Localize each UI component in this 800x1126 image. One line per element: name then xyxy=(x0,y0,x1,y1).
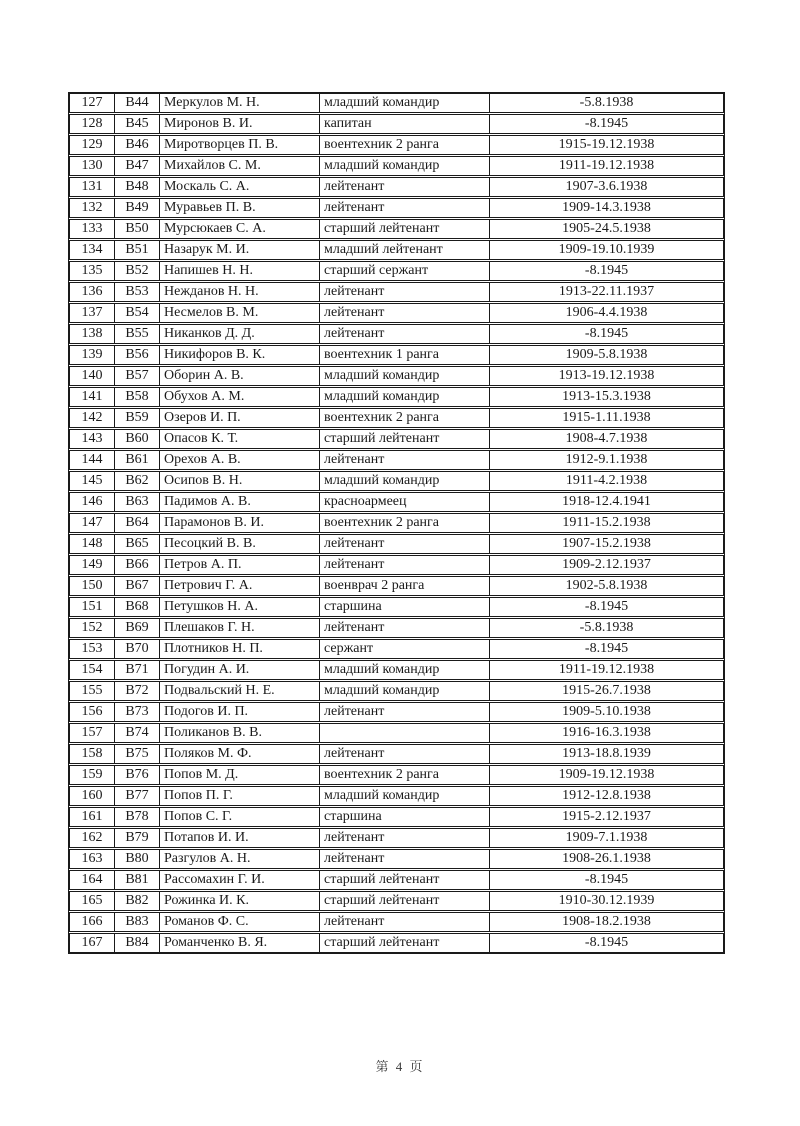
cell-code: B53 xyxy=(115,282,160,302)
cell-no: 154 xyxy=(69,660,115,680)
cell-rank: военврач 2 ранга xyxy=(320,576,490,596)
table-row xyxy=(69,702,724,722)
cell-code: B70 xyxy=(115,639,160,659)
cell-name: Попов М. Д. xyxy=(160,765,320,785)
cell-no: 128 xyxy=(69,114,115,134)
cell-no: 145 xyxy=(69,471,115,491)
table-row xyxy=(69,450,724,470)
cell-no: 164 xyxy=(69,870,115,890)
cell-dates: 1909-19.10.1939 xyxy=(490,240,724,260)
cell-code: B60 xyxy=(115,429,160,449)
cell-code: B71 xyxy=(115,660,160,680)
cell-dates: 1915-2.12.1937 xyxy=(490,807,724,827)
cell-rank: старшина xyxy=(320,597,490,617)
cell-rank: лейтенант xyxy=(320,534,490,554)
cell-no: 130 xyxy=(69,156,115,176)
cell-code: B58 xyxy=(115,387,160,407)
cell-no: 166 xyxy=(69,912,115,932)
cell-name: Романченко В. Я. xyxy=(160,933,320,953)
cell-no: 135 xyxy=(69,261,115,281)
cell-no: 138 xyxy=(69,324,115,344)
cell-dates: -8.1945 xyxy=(490,639,724,659)
cell-rank: старший лейтенант xyxy=(320,219,490,239)
cell-rank: лейтенант xyxy=(320,618,490,638)
cell-no: 127 xyxy=(69,93,115,113)
table-row xyxy=(69,765,724,785)
table-row xyxy=(69,198,724,218)
cell-no: 160 xyxy=(69,786,115,806)
cell-no: 167 xyxy=(69,933,115,953)
cell-rank: капитан xyxy=(320,114,490,134)
cell-dates: 1902-5.8.1938 xyxy=(490,576,724,596)
cell-name: Романов Ф. С. xyxy=(160,912,320,932)
cell-name: Парамонов В. И. xyxy=(160,513,320,533)
cell-code: B50 xyxy=(115,219,160,239)
cell-name: Никифоров В. К. xyxy=(160,345,320,365)
table-row xyxy=(69,660,724,680)
cell-no: 147 xyxy=(69,513,115,533)
cell-code: B47 xyxy=(115,156,160,176)
cell-rank: младший командир xyxy=(320,156,490,176)
cell-dates: -8.1945 xyxy=(490,324,724,344)
cell-rank: лейтенант xyxy=(320,828,490,848)
cell-no: 143 xyxy=(69,429,115,449)
cell-rank: воентехник 2 ранга xyxy=(320,513,490,533)
cell-code: B80 xyxy=(115,849,160,869)
table-row xyxy=(69,135,724,155)
cell-no: 158 xyxy=(69,744,115,764)
cell-rank: младший командир xyxy=(320,681,490,701)
cell-code: B81 xyxy=(115,870,160,890)
cell-rank: лейтенант xyxy=(320,282,490,302)
cell-rank: младший командир xyxy=(320,471,490,491)
cell-name: Подогов И. П. xyxy=(160,702,320,722)
table-row xyxy=(69,303,724,323)
table-row xyxy=(69,597,724,617)
cell-dates: 1908-18.2.1938 xyxy=(490,912,724,932)
cell-code: B76 xyxy=(115,765,160,785)
cell-name: Погудин А. И. xyxy=(160,660,320,680)
cell-name: Орехов А. В. xyxy=(160,450,320,470)
cell-rank xyxy=(320,723,490,743)
table-row xyxy=(69,429,724,449)
cell-code: B77 xyxy=(115,786,160,806)
cell-name: Оборин А. В. xyxy=(160,366,320,386)
cell-dates: -8.1945 xyxy=(490,114,724,134)
cell-no: 136 xyxy=(69,282,115,302)
cell-code: B73 xyxy=(115,702,160,722)
cell-name: Миротворцев П. В. xyxy=(160,135,320,155)
cell-dates: 1913-18.8.1939 xyxy=(490,744,724,764)
table-row xyxy=(69,807,724,827)
cell-name: Разгулов А. Н. xyxy=(160,849,320,869)
cell-dates: 1909-5.10.1938 xyxy=(490,702,724,722)
cell-code: B57 xyxy=(115,366,160,386)
cell-no: 142 xyxy=(69,408,115,428)
cell-dates: 1910-30.12.1939 xyxy=(490,891,724,911)
cell-rank: воентехник 2 ранга xyxy=(320,135,490,155)
page-number-label: 第 4 页 xyxy=(375,1059,425,1074)
cell-rank: воентехник 2 ранга xyxy=(320,765,490,785)
cell-name: Петрович Г. А. xyxy=(160,576,320,596)
cell-name: Напишев Н. Н. xyxy=(160,261,320,281)
cell-dates: 1909-19.12.1938 xyxy=(490,765,724,785)
table-row xyxy=(69,324,724,344)
cell-code: B61 xyxy=(115,450,160,470)
cell-dates: 1911-19.12.1938 xyxy=(490,660,724,680)
cell-code: B45 xyxy=(115,114,160,134)
cell-rank: лейтенант xyxy=(320,450,490,470)
table-row xyxy=(69,618,724,638)
cell-no: 150 xyxy=(69,576,115,596)
cell-code: B64 xyxy=(115,513,160,533)
table-row xyxy=(69,723,724,743)
cell-dates: -8.1945 xyxy=(490,870,724,890)
cell-code: B82 xyxy=(115,891,160,911)
cell-dates: -8.1945 xyxy=(490,933,724,953)
cell-code: B52 xyxy=(115,261,160,281)
cell-name: Нежданов Н. Н. xyxy=(160,282,320,302)
cell-rank: лейтенант xyxy=(320,912,490,932)
cell-rank: лейтенант xyxy=(320,177,490,197)
cell-dates: 1912-9.1.1938 xyxy=(490,450,724,470)
cell-rank: старший сержант xyxy=(320,261,490,281)
cell-name: Поляков М. Ф. xyxy=(160,744,320,764)
cell-rank: старшина xyxy=(320,807,490,827)
cell-name: Никанков Д. Д. xyxy=(160,324,320,344)
roster-table xyxy=(68,92,725,954)
cell-dates: 1913-22.11.1937 xyxy=(490,282,724,302)
cell-dates: -5.8.1938 xyxy=(490,93,724,113)
cell-no: 146 xyxy=(69,492,115,512)
cell-dates: -5.8.1938 xyxy=(490,618,724,638)
cell-code: B54 xyxy=(115,303,160,323)
cell-name: Подвальский Н. Е. xyxy=(160,681,320,701)
page-footer xyxy=(0,1056,800,1075)
cell-no: 163 xyxy=(69,849,115,869)
cell-no: 157 xyxy=(69,723,115,743)
cell-no: 151 xyxy=(69,597,115,617)
cell-code: B55 xyxy=(115,324,160,344)
cell-rank: младший командир xyxy=(320,366,490,386)
cell-rank: младший командир xyxy=(320,387,490,407)
cell-name: Обухов А. М. xyxy=(160,387,320,407)
cell-dates: 1913-15.3.1938 xyxy=(490,387,724,407)
cell-dates: -8.1945 xyxy=(490,597,724,617)
cell-rank: красноармеец xyxy=(320,492,490,512)
table-row xyxy=(69,786,724,806)
cell-dates: 1911-19.12.1938 xyxy=(490,156,724,176)
cell-no: 153 xyxy=(69,639,115,659)
cell-name: Рассомахин Г. И. xyxy=(160,870,320,890)
cell-code: B75 xyxy=(115,744,160,764)
cell-name: Озеров И. П. xyxy=(160,408,320,428)
cell-no: 133 xyxy=(69,219,115,239)
cell-dates: 1905-24.5.1938 xyxy=(490,219,724,239)
cell-rank: лейтенант xyxy=(320,849,490,869)
table-row xyxy=(69,555,724,575)
cell-name: Несмелов В. М. xyxy=(160,303,320,323)
cell-no: 165 xyxy=(69,891,115,911)
cell-dates: 1913-19.12.1938 xyxy=(490,366,724,386)
cell-dates: 1915-1.11.1938 xyxy=(490,408,724,428)
cell-no: 152 xyxy=(69,618,115,638)
cell-rank: младший лейтенант xyxy=(320,240,490,260)
cell-rank: воентехник 2 ранга xyxy=(320,408,490,428)
cell-name: Петров А. П. xyxy=(160,555,320,575)
cell-name: Плешаков Г. Н. xyxy=(160,618,320,638)
cell-name: Попов С. Г. xyxy=(160,807,320,827)
cell-no: 129 xyxy=(69,135,115,155)
table-row xyxy=(69,114,724,134)
cell-code: B56 xyxy=(115,345,160,365)
cell-no: 134 xyxy=(69,240,115,260)
cell-no: 141 xyxy=(69,387,115,407)
cell-code: B72 xyxy=(115,681,160,701)
table-row xyxy=(69,387,724,407)
cell-rank: воентехник 1 ранга xyxy=(320,345,490,365)
cell-name: Меркулов М. Н. xyxy=(160,93,320,113)
table-row xyxy=(69,912,724,932)
cell-no: 156 xyxy=(69,702,115,722)
cell-code: B46 xyxy=(115,135,160,155)
cell-rank: старший лейтенант xyxy=(320,429,490,449)
cell-rank: старший лейтенант xyxy=(320,870,490,890)
table-row xyxy=(69,471,724,491)
cell-no: 137 xyxy=(69,303,115,323)
cell-rank: младший командир xyxy=(320,93,490,113)
cell-code: B62 xyxy=(115,471,160,491)
cell-dates: 1909-5.8.1938 xyxy=(490,345,724,365)
cell-code: B74 xyxy=(115,723,160,743)
table-row xyxy=(69,576,724,596)
cell-no: 148 xyxy=(69,534,115,554)
table-row xyxy=(69,219,724,239)
cell-dates: 1907-15.2.1938 xyxy=(490,534,724,554)
cell-code: B68 xyxy=(115,597,160,617)
cell-no: 155 xyxy=(69,681,115,701)
table-row xyxy=(69,156,724,176)
cell-name: Падимов А. В. xyxy=(160,492,320,512)
table-row xyxy=(69,93,724,113)
cell-dates: 1911-4.2.1938 xyxy=(490,471,724,491)
cell-code: B59 xyxy=(115,408,160,428)
cell-code: B65 xyxy=(115,534,160,554)
cell-name: Осипов В. Н. xyxy=(160,471,320,491)
cell-no: 162 xyxy=(69,828,115,848)
cell-rank: младший командир xyxy=(320,786,490,806)
cell-name: Назарук М. И. xyxy=(160,240,320,260)
table-row xyxy=(69,639,724,659)
cell-name: Москаль С. А. xyxy=(160,177,320,197)
cell-rank: лейтенант xyxy=(320,198,490,218)
cell-no: 131 xyxy=(69,177,115,197)
table-row xyxy=(69,513,724,533)
cell-dates: 1911-15.2.1938 xyxy=(490,513,724,533)
cell-dates: 1912-12.8.1938 xyxy=(490,786,724,806)
cell-no: 159 xyxy=(69,765,115,785)
table-row xyxy=(69,366,724,386)
cell-rank: лейтенант xyxy=(320,324,490,344)
cell-code: B66 xyxy=(115,555,160,575)
cell-no: 140 xyxy=(69,366,115,386)
cell-no: 144 xyxy=(69,450,115,470)
cell-code: B51 xyxy=(115,240,160,260)
cell-rank: сержант xyxy=(320,639,490,659)
table-row xyxy=(69,849,724,869)
table-row xyxy=(69,534,724,554)
cell-rank: лейтенант xyxy=(320,744,490,764)
cell-dates: 1908-4.7.1938 xyxy=(490,429,724,449)
cell-name: Потапов И. И. xyxy=(160,828,320,848)
table-row xyxy=(69,261,724,281)
cell-rank: младший командир xyxy=(320,660,490,680)
cell-name: Рожинка И. К. xyxy=(160,891,320,911)
cell-dates: 1909-2.12.1937 xyxy=(490,555,724,575)
table-row xyxy=(69,492,724,512)
cell-name: Опасов К. Т. xyxy=(160,429,320,449)
table-row xyxy=(69,870,724,890)
table-row xyxy=(69,744,724,764)
cell-no: 139 xyxy=(69,345,115,365)
cell-dates: 1916-16.3.1938 xyxy=(490,723,724,743)
cell-dates: 1918-12.4.1941 xyxy=(490,492,724,512)
table-row xyxy=(69,408,724,428)
cell-dates: 1915-19.12.1938 xyxy=(490,135,724,155)
cell-name: Песоцкий В. В. xyxy=(160,534,320,554)
table-row xyxy=(69,828,724,848)
cell-rank: лейтенант xyxy=(320,555,490,575)
cell-dates: 1909-7.1.1938 xyxy=(490,828,724,848)
cell-code: B67 xyxy=(115,576,160,596)
table-row xyxy=(69,933,724,953)
cell-dates: -8.1945 xyxy=(490,261,724,281)
cell-name: Поликанов В. В. xyxy=(160,723,320,743)
cell-dates: 1909-14.3.1938 xyxy=(490,198,724,218)
cell-code: B63 xyxy=(115,492,160,512)
cell-dates: 1907-3.6.1938 xyxy=(490,177,724,197)
cell-name: Плотников Н. П. xyxy=(160,639,320,659)
table-row xyxy=(69,345,724,365)
cell-dates: 1906-4.4.1938 xyxy=(490,303,724,323)
cell-rank: старший лейтенант xyxy=(320,933,490,953)
table-row xyxy=(69,891,724,911)
table-row xyxy=(69,282,724,302)
cell-name: Михайлов С. М. xyxy=(160,156,320,176)
cell-rank: старший лейтенант xyxy=(320,891,490,911)
cell-name: Попов П. Г. xyxy=(160,786,320,806)
cell-code: B49 xyxy=(115,198,160,218)
cell-name: Миронов В. И. xyxy=(160,114,320,134)
cell-rank: лейтенант xyxy=(320,702,490,722)
cell-dates: 1915-26.7.1938 xyxy=(490,681,724,701)
cell-dates: 1908-26.1.1938 xyxy=(490,849,724,869)
cell-no: 161 xyxy=(69,807,115,827)
table-row xyxy=(69,681,724,701)
cell-code: B83 xyxy=(115,912,160,932)
table-row xyxy=(69,177,724,197)
cell-code: B44 xyxy=(115,93,160,113)
cell-no: 149 xyxy=(69,555,115,575)
cell-code: B84 xyxy=(115,933,160,953)
cell-code: B79 xyxy=(115,828,160,848)
cell-code: B69 xyxy=(115,618,160,638)
cell-code: B78 xyxy=(115,807,160,827)
cell-name: Муравьев П. В. xyxy=(160,198,320,218)
cell-name: Мурсюкаев С. А. xyxy=(160,219,320,239)
cell-no: 132 xyxy=(69,198,115,218)
table-row xyxy=(69,240,724,260)
cell-code: B48 xyxy=(115,177,160,197)
cell-name: Петушков Н. А. xyxy=(160,597,320,617)
cell-rank: лейтенант xyxy=(320,303,490,323)
